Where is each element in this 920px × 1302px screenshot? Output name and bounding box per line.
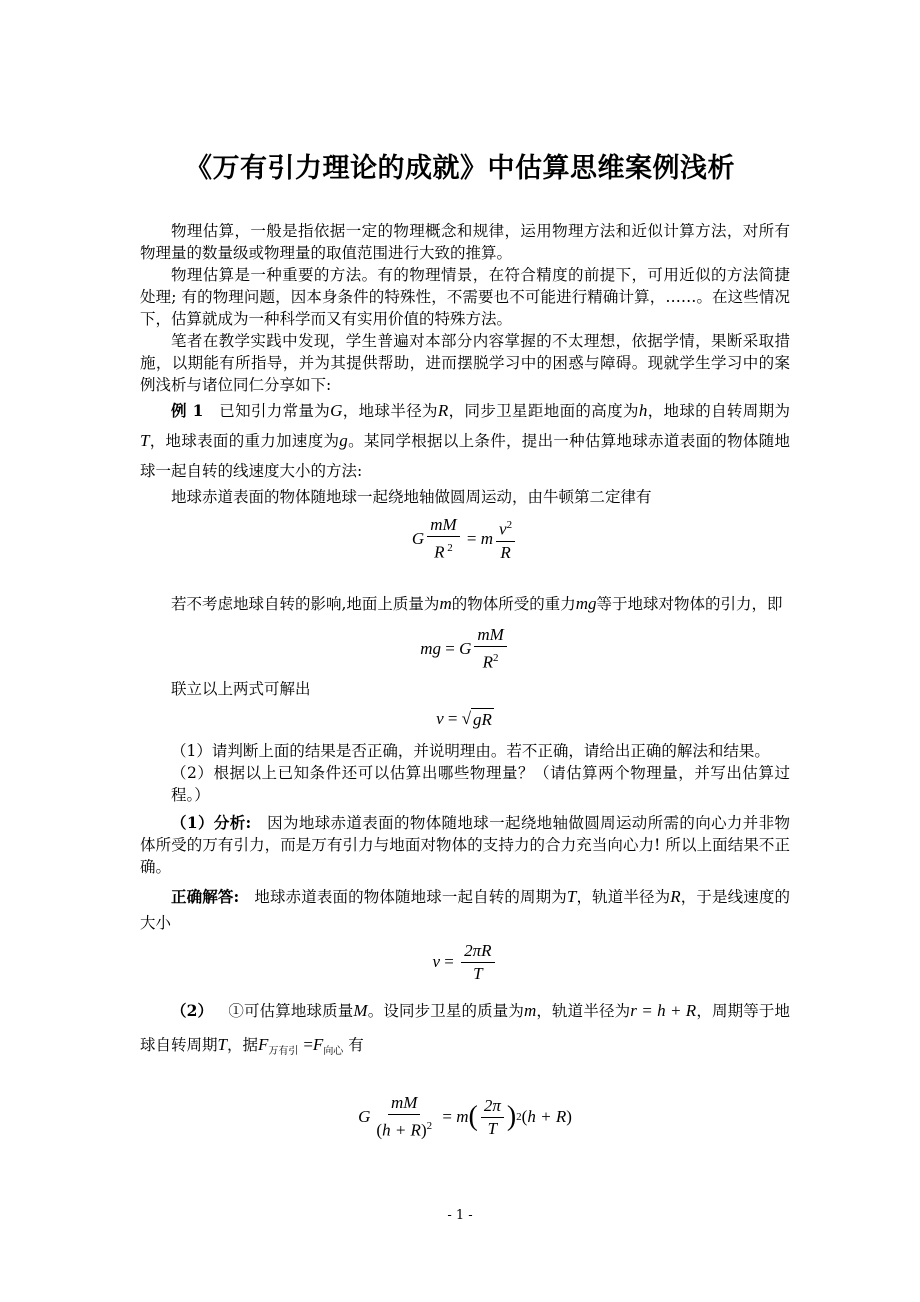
symbol-M: M [353,1001,368,1020]
page-title: 《万有引力理论的成就》中估算思维案例浅析 [185,153,735,184]
part2-label: （2） [171,1001,214,1020]
symbol-r: r = h + R [630,1001,697,1020]
part2-text: ①可估算地球质量 [228,1002,354,1020]
paragraph-gravity [140,586,790,622]
answer-label: 正确解答: [171,887,240,906]
equals-sign: = [303,1035,313,1054]
symbol-T: T [566,887,577,906]
paragraph-newton: 地球赤道表面的物体随地球一起绕地轴做圆周运动，由牛顿第二定律有 [171,488,652,506]
answer-text: ，于是线速度的大小 [140,888,790,932]
example-label: 例 1 [171,401,204,420]
analysis-label: （1）分析: [171,813,252,832]
equation-newton: G $\frac{mM}{R ^2}$ = m $\frac{v^2}{R}$ [140,508,790,570]
example-1 [140,396,790,486]
part2-text: 有 [348,1036,364,1054]
part2-text: ，轨道半径为 [536,1002,631,1020]
part-2 [140,994,790,1069]
equation-wrong-result: v = √ gR [436,709,492,729]
paragraph-method: 物理估算是一种重要的方法。有的物理情景，在符合精度的前提下，可用近似的方法简捷处理; 有的物理问题，因本身条件的特殊性，不需要也不可能进行精确计算，……。在这些情况下，估算就成为一种科学而又有实用价值的特殊方法。 [140,266,790,328]
gravity-text: 等于地球对物体的引力，即 [596,595,783,613]
example-text: ，同步卫星距地面的高度为 [448,402,639,420]
page-number: - 1 - [447,1208,473,1223]
question-2: （2）根据以上已知条件还可以估算出哪些物理量？（请估算两个物理量，并写出估算过程。） [171,764,790,804]
symbol-mg: mg [575,594,597,613]
symbol-h: h [638,401,648,420]
part2-text: ，周期等于地球自转周期 [140,1002,790,1054]
symbol-F: F [312,1035,324,1054]
symbol-m: m [524,1001,537,1020]
equation-correct-velocity: v = $\frac{2\pi R}{T}$ [140,936,790,988]
gravity-text: 的物体所受的重力 [451,595,576,613]
analysis-text: 因为地球赤道表面的物体随地球一起绕地轴做圆周运动所需的向心力并非物体所受的万有引力，而是万有引力与地面对物体的支持力的合力充当向心力! 所以上面结果不正确。 [140,814,790,876]
symbol-G: G [330,401,343,420]
symbol-T: T [217,1035,227,1054]
answer-text: 地球赤道表面的物体随地球一起自转的周期为 [254,888,567,906]
symbol-R: R [437,401,449,420]
symbol-T: T [140,431,150,450]
symbol-R: R [670,887,681,906]
subscript-centripetal: 向心 [323,1046,344,1058]
example-text: ，地球表面的重力加速度为 [149,432,340,450]
part2-text: ，据 [226,1036,258,1054]
part2-text: 。设同步卫星的质量为 [367,1002,525,1020]
analysis [140,812,790,878]
symbol-g: g [339,431,348,450]
gravity-text: 若不考虑地球自转的影响,地面上质量为 [171,595,440,613]
paragraph-combine: 联立以上两式可解出 [171,680,311,698]
example-text: 已知引力常量为 [219,402,331,420]
symbol-m: m [439,594,452,613]
example-text: 。某同学根据以上条件，提出一种估算地球赤道表面的物体随地球一起自转的线速度大小的方法: [140,432,790,480]
equation-gravity: mg = G $\frac{mM}{R^2}$ [140,624,790,674]
symbol-F: F [258,1035,269,1054]
answer-text: ，轨道半径为 [576,888,671,906]
document-body [140,220,790,1155]
answer [140,884,790,936]
example-text: ，地球的自转周期为 [647,402,790,420]
subscript-gravity: 万有引 [268,1046,299,1058]
paragraph-intro: 物理估算，一般是指依据一定的物理概念和规律，运用物理方法和近似计算方法，对所有物理量的数量级或物理量的取值范围进行大致的推算。 [140,222,790,262]
paragraph-teaching: 笔者在教学实践中发现，学生普遍对本部分内容掌握的不太理想，依据学情，果断采取措施，以期能有所指导，并为其提供帮助，进而摆脱学习中的困惑与障碍。现就学生学习中的案例浅析与诸位同仁分享如下: [140,332,790,394]
question-1: （1）请判断上面的结果是否正确，并说明理由。若不正确，请给出正确的解法和结果。 [171,742,770,760]
equation-earth-mass: G $\frac{mM}{(h + R)^2}$ = m ( $\frac{2\pi}{T}$ ) 2 ( h + R ) [358,1093,572,1140]
example-text: ，地球半径为 [342,402,438,420]
